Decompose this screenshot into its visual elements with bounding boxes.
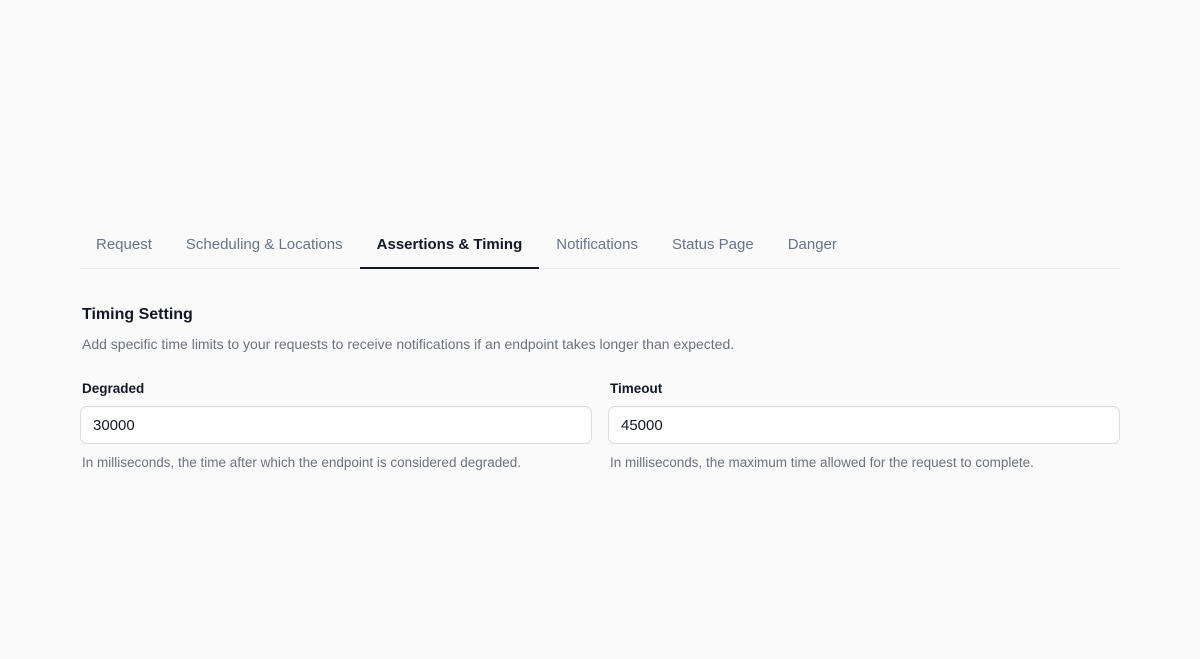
tab-status-page[interactable]: Status Page xyxy=(655,236,771,269)
timeout-field-group xyxy=(608,381,1120,471)
degraded-field-group xyxy=(80,381,592,471)
timeout-label: Timeout xyxy=(610,381,663,396)
tab-bar xyxy=(80,222,1120,269)
timing-fields xyxy=(80,381,1120,471)
tab-notifications[interactable]: Notifications xyxy=(539,236,655,269)
degraded-help-text: In milliseconds, the time after which the endpoint is considered degraded. xyxy=(82,455,522,470)
tab-scheduling-locations[interactable]: Scheduling & Locations xyxy=(169,236,360,269)
settings-panel xyxy=(80,222,1120,471)
section-title: Timing Setting xyxy=(82,306,193,323)
degraded-input[interactable] xyxy=(80,406,592,444)
degraded-label: Degraded xyxy=(82,381,145,396)
tab-danger[interactable]: Danger xyxy=(771,236,854,269)
timeout-input[interactable] xyxy=(608,406,1120,444)
tab-assertions-timing[interactable]: Assertions & Timing xyxy=(360,236,540,269)
section-description: Add specific time limits to your requests to receive notifications if an endpoint takes longer than expected. xyxy=(82,336,735,352)
timeout-help-text: In milliseconds, the maximum time allowed for the request to complete. xyxy=(610,455,1034,470)
tab-request[interactable]: Request xyxy=(80,236,169,269)
